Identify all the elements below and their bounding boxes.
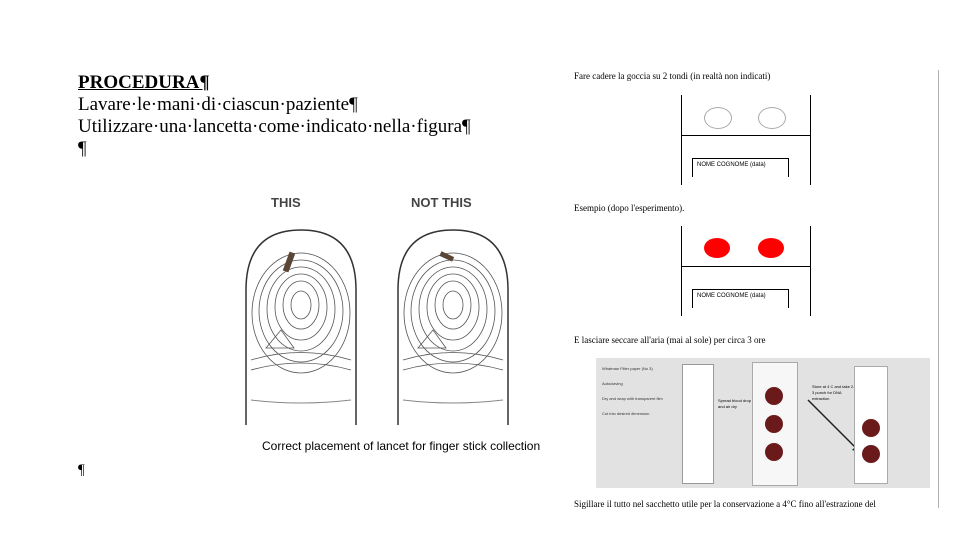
blood-spot <box>765 387 783 405</box>
card-divider <box>682 266 810 267</box>
step-drop-instruction: Fare cadere la goccia su 2 tondi (in realtà non indicati) <box>574 71 771 81</box>
use-lancet-line: Utilizzare·una·lancetta·come·indicato·nella·figura¶ <box>78 116 471 137</box>
page-edge-rule <box>938 70 939 508</box>
card-name-label: NOME COGNOME (data) <box>697 162 766 168</box>
left-document-page <box>78 72 548 160</box>
photo-label-spread: Spread blood drop and air dry <box>718 398 751 409</box>
filter-paper-strip-blank <box>682 364 714 484</box>
blood-spot-left <box>704 238 730 258</box>
flow-label-autoclaving: Autoclaving <box>602 381 623 386</box>
card-name-label: NOME COGNOME (data) <box>697 293 766 299</box>
label-not-this: NOT THIS <box>411 195 472 210</box>
blood-spot-right <box>758 238 784 258</box>
bottom-paragraph-mark: ¶ <box>78 462 85 478</box>
flow-label-cut: Cut into desired dimension <box>602 411 650 416</box>
procedure-heading: PROCEDURA¶ <box>78 72 210 93</box>
wash-hands-line: Lavare·le·mani·di·ciascun·paziente¶ <box>78 94 358 115</box>
step-seal-instruction: Sigillare il tutto nel sacchetto utile per la conservazione a 4°C fino all'estrazione del <box>574 499 876 509</box>
card-divider <box>682 135 810 136</box>
step-dry-instruction: E lasciare seccare all'aria (mai al sole) per circa 3 ore <box>574 335 766 345</box>
step-example-instruction: Esempio (dopo l'esperimento). <box>574 203 685 213</box>
empty-circle-right <box>758 107 786 129</box>
label-this: THIS <box>271 195 301 210</box>
blank-card-example <box>681 95 811 185</box>
filter-paper-strip-stored <box>854 366 888 484</box>
finger-incorrect <box>398 230 508 425</box>
empty-paragraph-mark: ¶ <box>78 138 87 159</box>
photo-flow-labels <box>602 364 672 418</box>
card-name-box <box>692 158 789 177</box>
empty-circle-left <box>704 107 732 129</box>
finger-illustrations <box>238 215 540 455</box>
blood-spot <box>765 443 783 461</box>
card-name-box <box>692 289 789 308</box>
figure-caption: Correct placement of lancet for finger stick collection <box>262 439 541 453</box>
lancet-placement-figure <box>238 195 540 457</box>
flow-label-filter-paper: Whatman Filter paper (No 3) <box>602 366 653 371</box>
photo-label-store: Store at 4 C and take 2-3 punch for DNA extraction <box>812 384 855 401</box>
filter-paper-strip-spotted <box>752 362 798 486</box>
blood-card-example <box>681 226 811 316</box>
right-document-page <box>570 68 940 508</box>
blood-spot <box>765 415 783 433</box>
blood-spot <box>862 419 880 437</box>
flow-label-dry-wrap: Dry and wrap with transparent film <box>602 396 663 401</box>
blood-spot <box>862 445 880 463</box>
finger-correct <box>246 230 356 425</box>
dried-blood-spot-photo <box>596 358 930 488</box>
